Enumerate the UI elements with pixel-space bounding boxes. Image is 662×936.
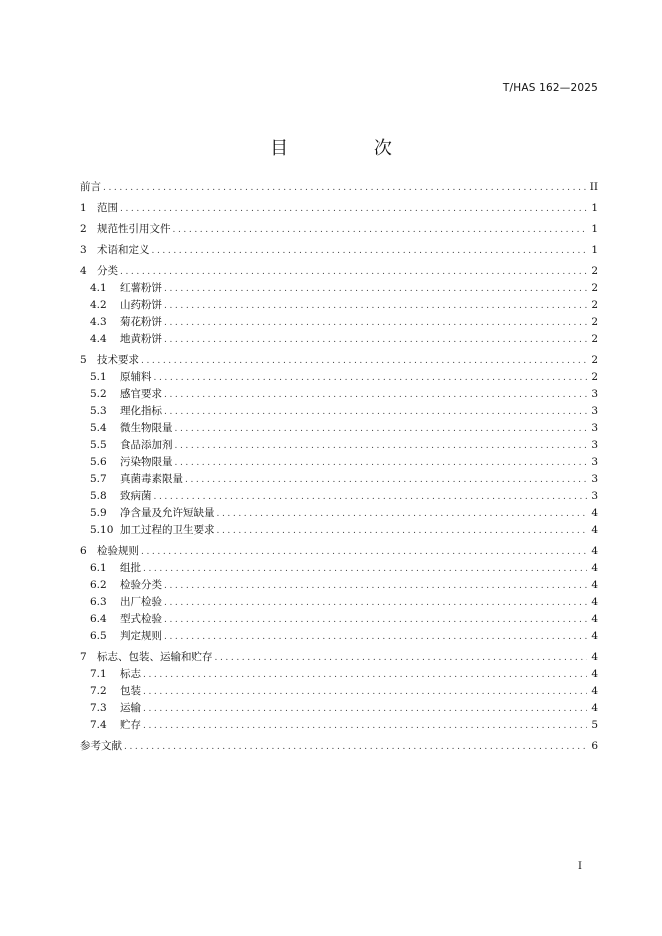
dot-leader: [164, 281, 587, 298]
toc-entry-number: 6.3: [90, 596, 107, 608]
toc-entry-number: 6.4: [90, 613, 107, 625]
toc-entry-title: 范围: [97, 202, 118, 214]
toc-entry[interactable]: [80, 560, 598, 577]
dot-leader: [173, 222, 588, 239]
dot-leader: [164, 578, 587, 595]
toc-entry-number: 7.2: [90, 685, 107, 697]
table-of-contents: [80, 179, 598, 755]
toc-entry[interactable]: [80, 263, 598, 280]
toc-entry[interactable]: [80, 594, 598, 611]
toc-entry-title: 运输: [120, 702, 141, 714]
dot-leader: [124, 739, 587, 756]
toc-entry-number: 5.3: [90, 405, 107, 417]
dot-leader: [141, 353, 587, 370]
toc-entry-title: 山药粉饼: [120, 299, 162, 311]
dot-leader: [154, 489, 588, 506]
toc-entry-page: 3: [591, 456, 598, 468]
toc-entry-page: 5: [591, 719, 598, 731]
toc-entry-page: 3: [591, 439, 598, 451]
dot-leader: [164, 629, 587, 646]
toc-entry-title: 检验规则: [97, 545, 139, 557]
toc-entry[interactable]: [80, 543, 598, 560]
dot-leader: [175, 438, 588, 455]
toc-entry-number: 6.2: [90, 579, 107, 591]
page-number: I: [578, 861, 582, 872]
dot-leader: [164, 315, 587, 332]
toc-entry-number: 5.9: [90, 507, 107, 519]
toc-entry-title: 菊花粉饼: [120, 316, 162, 328]
toc-entry-number: 5.4: [90, 422, 107, 434]
toc-entry[interactable]: [80, 666, 598, 683]
toc-entry-number: 7.4: [90, 719, 107, 731]
toc-entry[interactable]: [80, 221, 598, 238]
toc-entry[interactable]: [80, 297, 598, 314]
toc-entry[interactable]: [80, 683, 598, 700]
toc-entry-number: 4.1: [90, 282, 107, 294]
toc-entry-number: 5: [80, 354, 87, 366]
toc-entry-title: 感官要求: [120, 388, 162, 400]
toc-entry-title: 致病菌: [120, 490, 152, 502]
toc-entry-page: II: [589, 181, 598, 193]
toc-entry[interactable]: [80, 403, 598, 420]
toc-entry-page: 4: [591, 524, 598, 536]
toc-entry-number: 3: [80, 244, 87, 256]
dot-leader: [215, 650, 588, 667]
toc-entry-title: 标志: [120, 668, 141, 680]
toc-entry[interactable]: [80, 717, 598, 734]
toc-entry-title: 型式检验: [120, 613, 162, 625]
dot-leader: [217, 506, 588, 523]
toc-entry-title: 净含量及允许短缺量: [120, 507, 215, 519]
toc-entry-number: 6.1: [90, 562, 107, 574]
toc-entry-title: 出厂检验: [120, 596, 162, 608]
toc-entry[interactable]: [80, 200, 598, 217]
toc-entry-page: 4: [591, 579, 598, 591]
dot-leader: [120, 264, 587, 281]
page-title: 目 次: [270, 138, 432, 159]
dot-leader: [143, 718, 587, 735]
toc-entry-page: 2: [591, 282, 598, 294]
toc-entry-title: 污染物限量: [120, 456, 173, 468]
toc-entry[interactable]: [80, 738, 598, 755]
toc-entry[interactable]: [80, 488, 598, 505]
toc-entry-page: 2: [591, 333, 598, 345]
dot-leader: [154, 370, 588, 387]
dot-leader: [120, 201, 587, 218]
toc-entry[interactable]: [80, 611, 598, 628]
toc-entry-page: 2: [591, 316, 598, 328]
toc-entry-number: 6.5: [90, 630, 107, 642]
toc-entry-number: 4: [80, 265, 87, 277]
toc-entry[interactable]: [80, 522, 598, 539]
toc-entry[interactable]: [80, 577, 598, 594]
toc-entry-title: 检验分类: [120, 579, 162, 591]
toc-entry[interactable]: [80, 314, 598, 331]
toc-entry-title: 理化指标: [120, 405, 162, 417]
toc-entry-number: 5.5: [90, 439, 107, 451]
toc-entry-page: 4: [591, 685, 598, 697]
toc-entry-page: 3: [591, 490, 598, 502]
toc-entry[interactable]: [80, 700, 598, 717]
dot-leader: [164, 404, 587, 421]
toc-entry-page: 4: [591, 596, 598, 608]
toc-entry-number: 7.1: [90, 668, 107, 680]
toc-entry-title: 微生物限量: [120, 422, 173, 434]
toc-entry[interactable]: [80, 649, 598, 666]
toc-entry-page: 4: [591, 702, 598, 714]
dot-leader: [164, 612, 587, 629]
toc-entry-title: 技术要求: [97, 354, 139, 366]
toc-entry-page: 1: [591, 202, 598, 214]
toc-entry[interactable]: [80, 352, 598, 369]
dot-leader: [143, 667, 587, 684]
toc-entry[interactable]: [80, 420, 598, 437]
toc-entry-number: 4.3: [90, 316, 107, 328]
toc-entry-title: 前言: [80, 181, 101, 193]
toc-entry[interactable]: [80, 471, 598, 488]
toc-entry-page: 2: [591, 299, 598, 311]
dot-leader: [175, 455, 588, 472]
dot-leader: [164, 595, 587, 612]
dot-leader: [143, 561, 587, 578]
toc-entry-title: 红薯粉饼: [120, 282, 162, 294]
toc-entry-title: 标志、包装、运输和贮存: [97, 651, 213, 663]
toc-entry-page: 4: [591, 668, 598, 680]
toc-entry-title: 原辅料: [120, 371, 152, 383]
toc-entry[interactable]: [80, 505, 598, 522]
dot-leader: [103, 180, 587, 197]
toc-entry-number: 5.2: [90, 388, 107, 400]
toc-entry-page: 2: [591, 371, 598, 383]
toc-entry[interactable]: [80, 179, 598, 196]
dot-leader: [185, 472, 587, 489]
toc-entry-title: 加工过程的卫生要求: [120, 524, 215, 536]
dot-leader: [141, 544, 587, 561]
toc-entry[interactable]: [80, 437, 598, 454]
toc-entry[interactable]: [80, 280, 598, 297]
toc-entry-page: 6: [591, 740, 598, 752]
toc-entry-page: 4: [591, 630, 598, 642]
toc-entry-title: 包装: [120, 685, 141, 697]
toc-entry-page: 2: [591, 265, 598, 277]
toc-entry-title: 真菌毒素限量: [120, 473, 183, 485]
standard-code: T/HAS 162—2025: [502, 82, 598, 94]
toc-entry-title: 术语和定义: [97, 244, 150, 256]
toc-entry-number: 4.4: [90, 333, 107, 345]
toc-entry-title: 规范性引用文件: [97, 223, 171, 235]
dot-leader: [143, 684, 587, 701]
toc-entry-title: 地黄粉饼: [120, 333, 162, 345]
dot-leader: [164, 332, 587, 349]
toc-entry-number: 4.2: [90, 299, 107, 311]
toc-entry-title: 贮存: [120, 719, 141, 731]
toc-entry-title: 判定规则: [120, 630, 162, 642]
toc-entry-number: 5.1: [90, 371, 107, 383]
dot-leader: [152, 243, 588, 260]
toc-entry-page: 1: [591, 223, 598, 235]
dot-leader: [164, 387, 587, 404]
dot-leader: [164, 298, 587, 315]
toc-entry[interactable]: [80, 454, 598, 471]
toc-entry[interactable]: [80, 369, 598, 386]
dot-leader: [175, 421, 588, 438]
toc-entry[interactable]: [80, 628, 598, 645]
toc-entry[interactable]: [80, 242, 598, 259]
toc-entry-number: 2: [80, 223, 87, 235]
toc-entry-page: 4: [591, 651, 598, 663]
toc-entry-number: 5.7: [90, 473, 107, 485]
toc-entry-page: 4: [591, 562, 598, 574]
dot-leader: [217, 523, 588, 540]
toc-entry[interactable]: [80, 386, 598, 403]
toc-entry-number: 7: [80, 651, 87, 663]
toc-entry-page: 4: [591, 613, 598, 625]
toc-entry-number: 7.3: [90, 702, 107, 714]
toc-entry-page: 3: [591, 473, 598, 485]
toc-entry-title: 组批: [120, 562, 141, 574]
toc-entry-number: 1: [80, 202, 87, 214]
toc-entry-page: 4: [591, 545, 598, 557]
toc-entry-page: 3: [591, 388, 598, 400]
toc-entry-page: 4: [591, 507, 598, 519]
toc-entry-number: 5.6: [90, 456, 107, 468]
toc-entry-number: 6: [80, 545, 87, 557]
dot-leader: [143, 701, 587, 718]
toc-entry-title: 参考文献: [80, 740, 122, 752]
toc-entry-page: 3: [591, 422, 598, 434]
toc-entry-title: 分类: [97, 265, 118, 277]
toc-entry[interactable]: [80, 331, 598, 348]
toc-entry-number: 5.10: [90, 524, 114, 536]
toc-entry-number: 5.8: [90, 490, 107, 502]
toc-entry-title: 食品添加剂: [120, 439, 173, 451]
toc-entry-page: 1: [591, 244, 598, 256]
toc-entry-page: 2: [591, 354, 598, 366]
toc-entry-page: 3: [591, 405, 598, 417]
